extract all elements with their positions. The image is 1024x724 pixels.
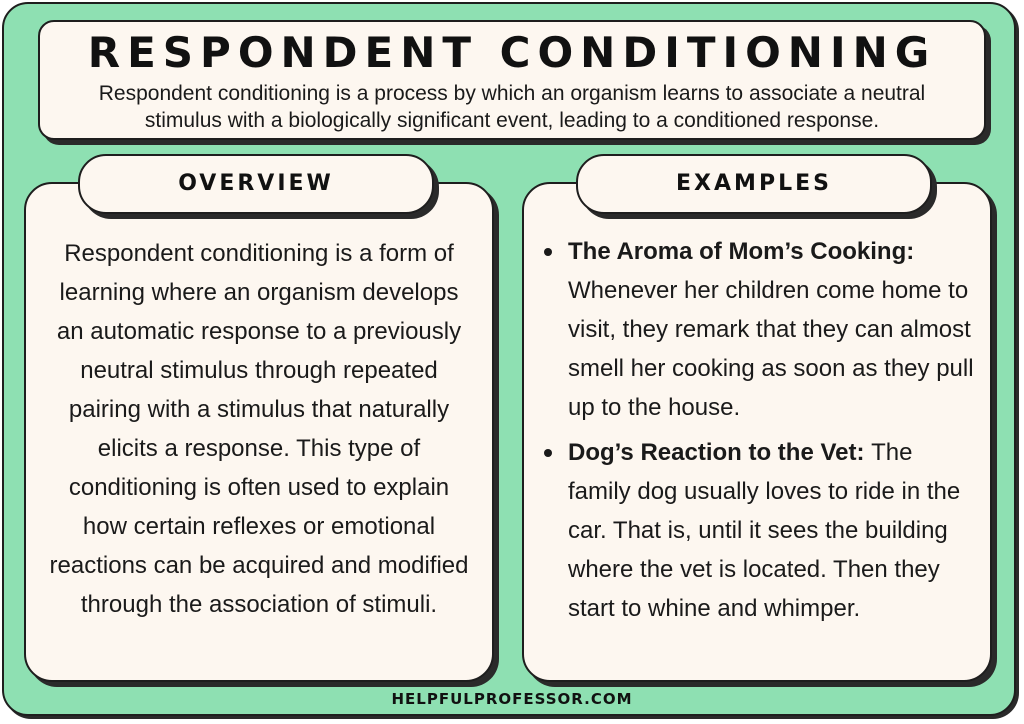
footer-site-link[interactable]: HELPFULPROFESSOR.COM: [391, 690, 633, 708]
overview-heading: OVERVIEW: [78, 154, 434, 214]
header-card: [38, 20, 986, 140]
example-text: Whenever her children come home to visit, they remark that they can almost smell her cooking as soon as they pull up to the house.: [568, 277, 974, 421]
example-item: [542, 232, 974, 427]
bullet-icon: [544, 449, 552, 457]
page-title: RESPONDENT CONDITIONING: [87, 28, 937, 77]
examples-panel: [522, 182, 992, 682]
example-title: The Aroma of Mom’s Cooking:: [568, 238, 915, 265]
examples-list: [542, 232, 974, 634]
definition-text: Respondent conditioning is a process by which an organism learns to associate a neutral stimulus with a biologically significant event, leading to a conditioned response.: [98, 82, 926, 132]
example-item: [542, 433, 974, 628]
bullet-icon: [544, 248, 552, 256]
example-title: Dog’s Reaction to the Vet:: [568, 439, 872, 466]
overview-panel: [24, 182, 494, 682]
examples-heading: EXAMPLES: [576, 154, 932, 214]
example-text: The family dog usually loves to ride in the car. That is, until it sees the building where the vet is located. Then they start to whine and whimper.: [568, 439, 961, 622]
overview-text: Respondent conditioning is a form of learning where an organism develops an automatic response to a previously neutral stimulus through repeated pairing with a stimulus that naturally elicits a response. This type of conditioning is often used to explain how certain reflexes or emotional reactions can be acquired and modified through the association of stimuli.: [49, 240, 469, 618]
